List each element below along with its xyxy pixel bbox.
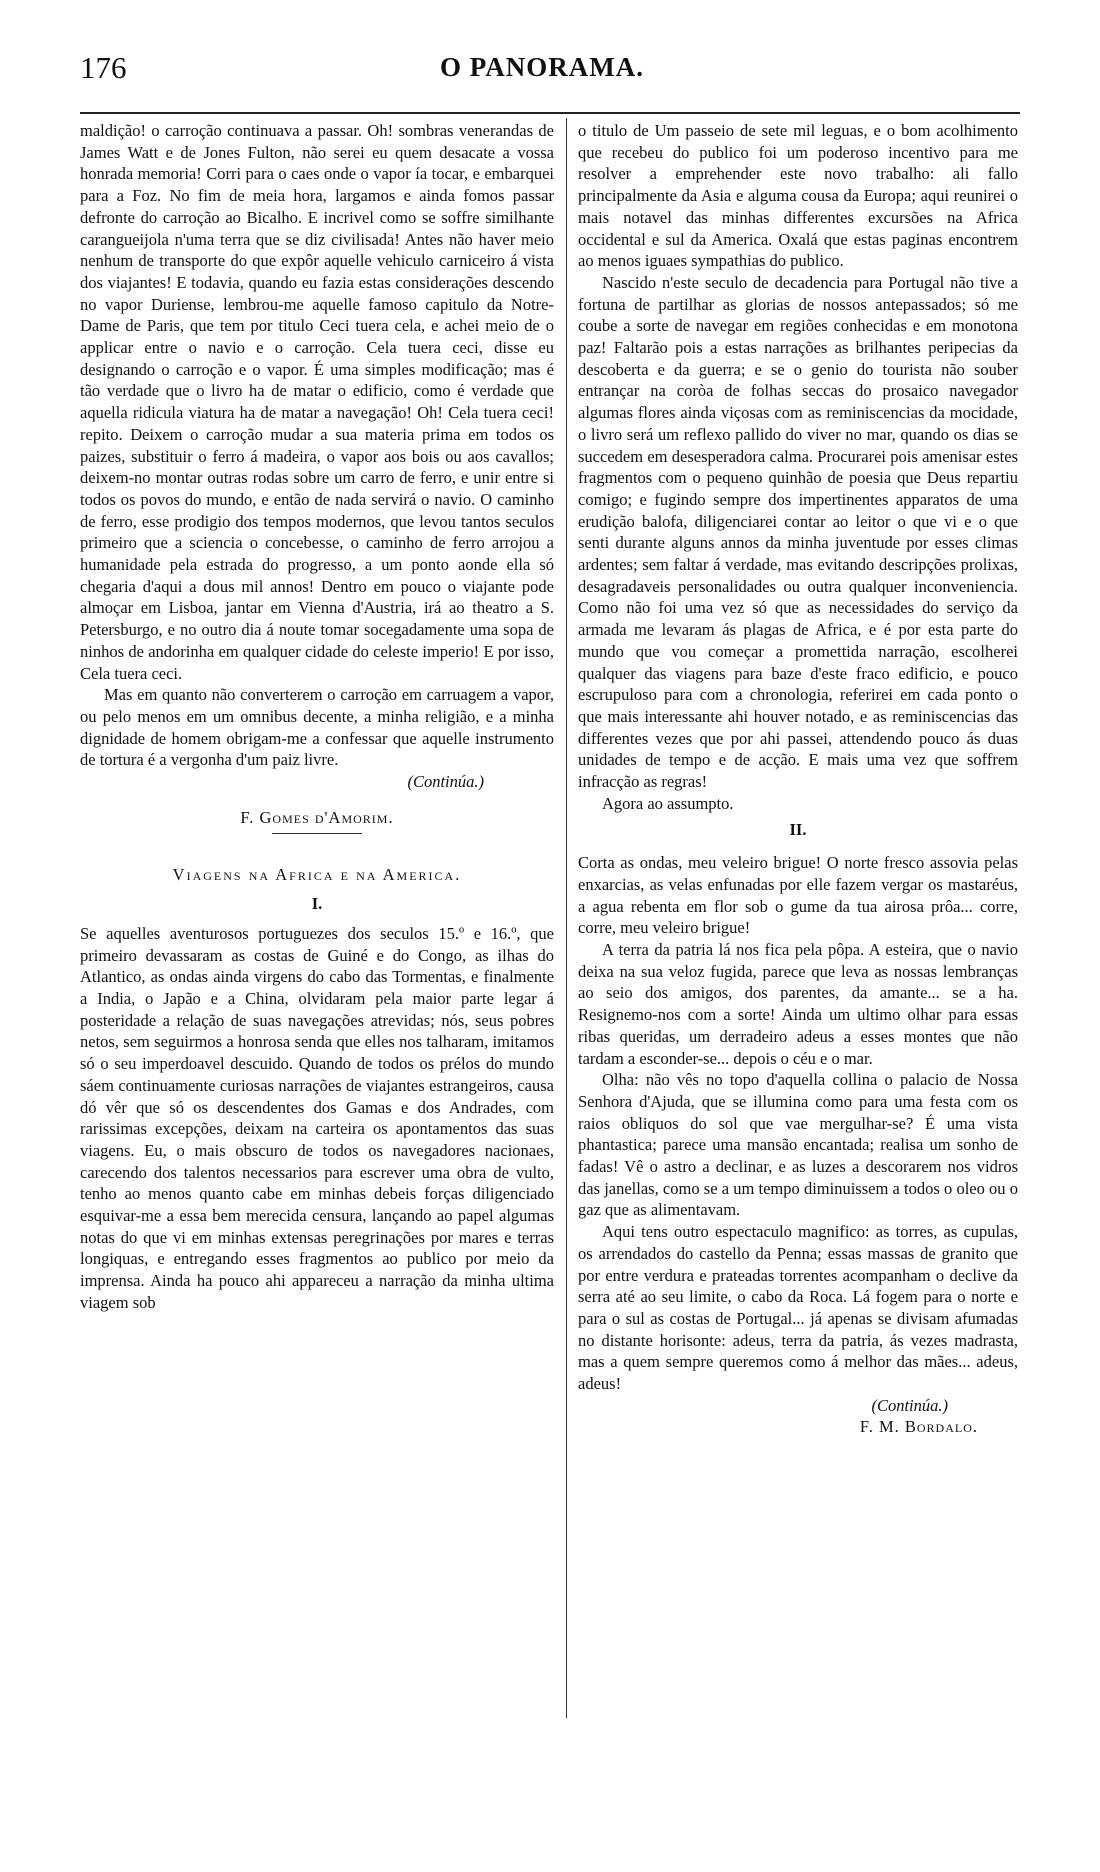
paragraph: A terra da patria lá nos fica pela pôpa. A esteira, que o navio deixa na sua veloz fugida, parece que leva as nossas lembranças ao seio dos amigos, dos parentes, da amante... se a ha. Resignemo-nos com a sorte! Ainda um ultimo olhar para essas ribas queridas, um derradeiro adeus a esses montes que não tardam a esconder-se... depois o céu e o mar. [578,940,1018,1068]
header-rule [80,112,1020,114]
paragraph: Se aquelles aventurosos portuguezes dos seculos 15.º e 16.º, que primeiro devassaram as costas de Guiné e do Congo, as ilhas do Atlantico, as ondas ainda virgens do cabo das Tormentas, e finalmente a India, o Japão e a China, olvidaram pela maior parte legar á posteridade a relação de suas navegações atrevidas; nós, seus pobres netos, sem seguirmos a honrosa senda que elles nos talharam, imitamos só o seu imperdoavel descuido. Quando de todos os prélos do mundo sáem continuamente curiosas narrações de viajantes estrangeiros, causa dó vêr que só os descendentes dos Gamas e dos Andrades, com rarissimas excepções, deixam na carteira os apontamentos das suas viagens. Eu, o mais obscuro de todos os navegadores nacionaes, carecendo dos talentos necessarios para escrever uma obra de vulto, tenho ao menos quanto cabe em minhas debeis forças diligenciado esquivar-me a essa bem merecida censura, lançando ao papel algumas notas do que vi em minhas extensas peregrinações por mares e terras longiquas, e entregando esses fragmentos ao publico por meio da imprensa. Ainda ha pouco ahi appareceu a narração da minha ultima viagem sob [80,923,554,1312]
paragraph: Nascido n'este seculo de decadencia para Portugal não tive a fortuna de partilhar as glorias de nossos antepassados; só me coube a sorte de navegar em regiões conhecidas e em monotona paz! Faltarão pois a estas narrações as brilhantes peripecias da descoberta e da guerra; e se o genio do tourista não souber entrançar na coròa de folhas seccas do prosaico navegador algumas flores ainda viçosas com as reminiscencias da mocidade, o livro será um reflexo pallido do viver no mar, quando os dias se succedem em desesperadora calma. Procurarei pois amenisar estes fragmentos com o pequeno quinhão de poesia que Deus repartiu comigo; e fugindo sempre dos impertinentes apparatos de uma erudição balofa, diligenciarei contar ao leitor o que vi e o que senti durante alguns annos da minha juventude por esses climas ardentes; sem faltar á verdade, mas evitando descripções prolixas, desagradaveis personalidades ou outra qualquer inconveniencia. Como não foi uma vez só que as necessidades do serviço da armada me levaram ás plagas de Africa, e é por esta parte do mundo que vou começar a promettida narração, escolherei qualquer das viagens para baze d'este fraco edificio, e pouco escrupuloso para com a chronologia, referirei em cada ponto o que mais interessante ahi houver notado, e as reminiscencias das differentes vezes que por ahi passei, attendendo pouco ás duas unidades de tempo e de acção. E mais uma vez que soffrem infracção as regras! [578,272,1018,792]
divider [272,833,362,834]
section-title: Viagens na Africa e na America. [172,864,462,884]
paragraph: maldição! o carroção continuava a passar. Oh! sombras venerandas de James Watt e de Jones Fulton, não serei eu quem desacate a vossa honrada memoria! Corri para o caes onde o vapor ía tocar, e embarquei para a Foz. No fim de meia hora, largamos e ainda fomos passar defronte do carroção ao Bicalho. E incrivel como se soffre similhante carangueijola n'uma terra que se diz civilisada! Antes não haver meio nenhum de transporte do que expôr aquelle vehiculo carniceiro á vista dos viajantes! E todavia, quando eu fazia estas considerações descendo no vapor Duriense, lembrou-me aquelle famoso capitulo da Notre-Dame de Paris, que tem por titulo Ceci tuera cela, e achei meio de o applicar entre o navio e o carroção. Cela tuera ceci, disse eu designando o carroção e o vapor. É uma simples modificação; mas é tão verdade que o livro ha de matar o edificio, como é verdade que aquella ridicula viatura ha de matar a navegação! Oh! Cela tuera ceci! repito. Deixem o carroção mudar a sua materia prima em todos os paizes, substituir o ferro á madeira, o vapor aos bois ou aos cavallos; deixem-no montar outras rodas sobre um carro de ferro, e unir entre si todos os povos do mundo, e então de nada servirá o navio. O caminho de ferro, esse prodigio dos tempos modernos, que levou tantos seculos primeiro que a sciencia o concebesse, o caminho de ferro arrojou a humanidade pela estrada do progresso, a um ponto aonde ella só chegaria d'aqui a dous mil annos! Dentro em pouco o viajante pode almoçar em Lisboa, jantar em Vienna d'Austria, irá ao theatro a S. Petersburgo, e no outro dia á noute tomar socegadamente uma sopa de ninhos de andorinha em qualquer cidade do celeste imperio! E por isso, Cela tuera ceci. [80,121,554,683]
paragraph: Olha: não vês no topo d'aquella collina o palacio de Nossa Senhora d'Ajuda, que se illumina como para uma festa com os raios obliquos do sol que vae mergulhar-se? É uma vista phantastica; parece uma mansão encantada; realisa um sonho de fadas! Vê o astro a declinar, e as luzes a descorarem nos vidros das janellas, como se a um tempo diminuissem a todos o oleo ou o gaz que as alimentavam. [578,1070,1018,1220]
paragraph: Corta as ondas, meu veleiro brigue! O norte fresco assovia pelas enxarcias, as velas enfunadas por elle fazem vergar os mastaréus, a agua rebenta em flor sob o gume da tua airosa prôa... corre, corre, meu veleiro brigue! [578,853,1018,938]
continua-note: (Continúa.) [407,772,484,792]
author-signature: F. M. Bordalo. [859,1417,978,1437]
section-number: II. [789,819,807,839]
right-column [578,120,1018,1438]
paragraph: Mas em quanto não converterem o carroção em carruagem a vapor, ou pelo menos em um omnibus decente, a minha religião, e a minha dignidade de homem obrigam-me a confessar que aquelle instrumento de tortura é a vergonha d'um paiz livre. [80,685,554,770]
paragraph: Agora ao assumpto. [602,793,734,813]
author-signature: F. Gomes d'Amorim. [240,807,394,827]
page-number: 176 [80,50,127,85]
continua-note: (Continúa.) [871,1395,948,1415]
journal-title: O PANORAMA. [440,52,644,82]
paragraph: Aqui tens outro espectaculo magnifico: as torres, as cupulas, os arrendados do castello da Penna; essas massas de granito que por entre verdura e prateadas torrentes acompanham o declive da serra até ao seu limite, o cabo da Roca. Lá fogem para o norte e para o sul as costas de Portugal... já apenas se divisam afumadas no distante horisonte: adeus, terra da patria, ás vezes madrasta, mas a quem sempre queremos como á melhor das mães... adeus, adeus! [578,1222,1018,1394]
column-divider [566,118,567,1718]
section-number: I. [311,894,323,914]
paragraph: o titulo de Um passeio de sete mil leguas, e o bom acolhimento que recebeu do publico foi um poderoso incentivo para me resolver a emprehender este novo trabalho: ali fallo principalmente da Asia e alguma cousa da Europa; aqui reunirei o mais notavel das minhas differentes excursões na Africa occidental e sul da America. Oxalá que estas paginas encontrem ao menos iguaes sympathias do publico. [578,121,1018,271]
page-header [80,50,1020,94]
left-column [80,120,554,1314]
